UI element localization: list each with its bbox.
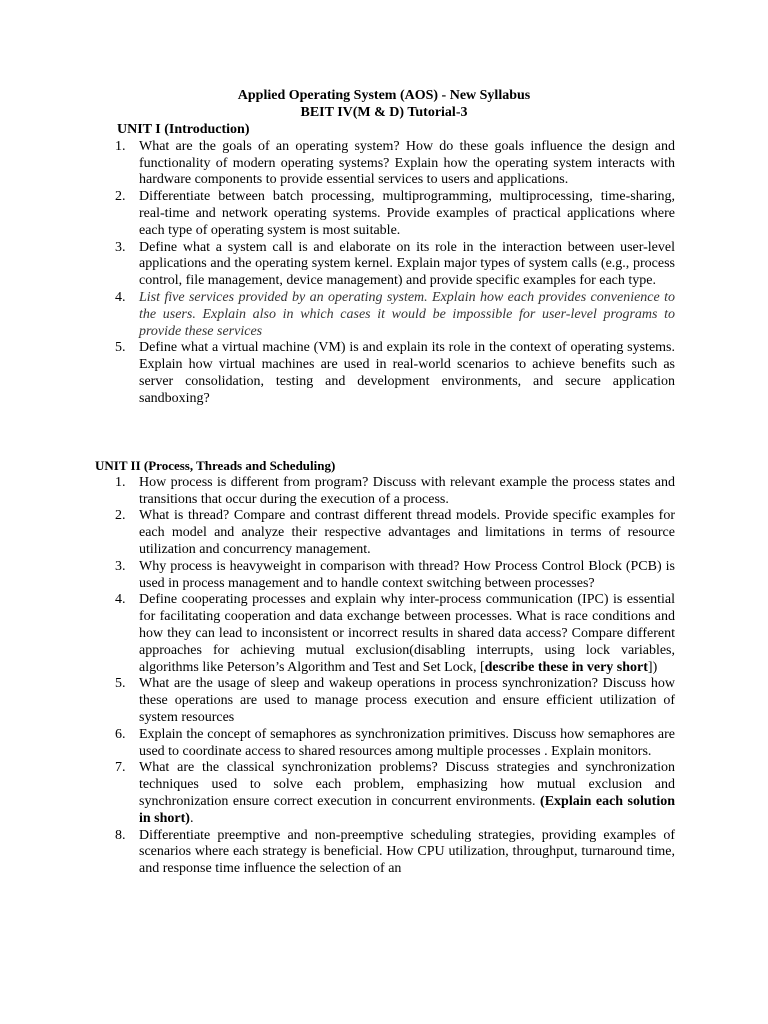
question-text: Differentiate preemptive and non-preemptive scheduling strategies, providing examples of scenarios where each strategy is beneficial. How CPU utilization, throughput, turnaround time, and response time influence the selection of an [139, 827, 675, 877]
question-number: 1. [115, 138, 126, 154]
question-item [95, 559, 675, 593]
question-item [95, 760, 675, 827]
unit-2-questions [95, 475, 675, 878]
question-item [95, 828, 675, 878]
question-number: 4. [115, 289, 126, 305]
question-number: 4. [115, 592, 126, 608]
question-text: How process is different from program? Discuss with relevant example the process states and transitions that occur during the execution of a process. [139, 474, 675, 507]
question-text: Define cooperating processes and explain why inter-process communication (IPC) is essential for facilitating cooperation and data exchange between processes. What is race conditions and how they can lead to inconsistent or incorrect results in shared data access? Compare different approaches for achieving mutual exclusion(disabling interrupts, using lock variables, algorithms like Peterson’s Algorithm and Test and Set Lock, [ [139, 592, 675, 675]
unit-2-title: UNIT II (Process, Threads and Scheduling) [95, 458, 336, 473]
question-text: Explain the concept of semaphores as synchronization primitives. Discuss how semaphores are used to coordinate access to shared resources among multiple processes . Explain monitors. [139, 726, 675, 759]
emphasis-text: describe these in very short [484, 659, 648, 675]
question-text: List five services provided by an operating system. Explain how each provides convenience to the users. Explain also in which cases it would be impossible for user-level programs to provide these services [139, 289, 675, 339]
question-text: Define what a virtual machine (VM) is and explain its role in the context of operating systems. Explain how virtual machines are used in real-world scenarios to achieve benefits such as server consolidation, testing and development environments, and secure application sandboxing? [139, 340, 675, 406]
question-text-end: . [189, 810, 194, 826]
question-text: What are the classical synchronization problems? Discuss strategies and synchronization techniques used to solve each problem, emphasizing how mutual exclusion and synchronization ensure correct execution in concurrent environments. [139, 760, 675, 809]
question-text: What are the usage of sleep and wakeup operations in process synchronization? Discuss how these operations are used to manage process execution and ensure efficient utilization of system resources [139, 676, 675, 725]
tutorial-title: BEIT IV(M & D) Tutorial-3 [300, 105, 468, 120]
question-number: 5. [115, 340, 126, 356]
unit-2-section [95, 458, 675, 878]
emphasis-text: (Explain each solution in short) [139, 793, 676, 826]
question-number: 3. [115, 558, 126, 574]
question-item [95, 592, 675, 676]
question-number: 2. [115, 189, 126, 205]
question-item [95, 676, 675, 726]
question-number: 2. [115, 508, 126, 524]
question-number: 5. [115, 676, 126, 692]
question-text: Differentiate between batch processing, multiprogramming, multiprocessing, time-sharing, real-time and network operating systems. Provide examples of practical applications where each type of operating system is most suitable. [139, 189, 675, 238]
unit-1-section [95, 122, 675, 408]
question-item [95, 139, 675, 189]
question-item [95, 727, 675, 761]
unit-1-title: UNIT I (Introduction) [117, 122, 250, 137]
question-number: 8. [115, 827, 126, 843]
question-text: Define what a system call is and elaborate on its role in the interaction between user-level applications and the operating system kernel. Explain major types of system calls (e.g., process control, file management, device management) and provide specific examples for each type. [139, 239, 675, 289]
question-text: Why process is heavyweight in comparison with thread? How Process Control Block (PCB) is used in process management and to handle context switching between processes? [139, 558, 675, 591]
question-number: 1. [115, 474, 126, 490]
unit-1-questions [95, 139, 675, 408]
question-text: What are the goals of an operating system? How do these goals influence the design and functionality of modern operating systems? Explain how the operating system interacts with hardware components to provide essential services to users and applications. [139, 138, 675, 188]
question-number: 6. [115, 726, 126, 742]
question-item [95, 290, 675, 340]
course-title: Applied Operating System (AOS) - New Syllabus [237, 88, 531, 103]
question-text-end: ]) [647, 659, 658, 675]
question-item [95, 240, 675, 290]
question-item [95, 340, 675, 407]
question-item [95, 508, 675, 558]
question-text: What is thread? Compare and contrast different thread models. Provide specific examples for each model and analyze their respective advantages and limitations in terms of resource utilization and concurrency management. [139, 508, 675, 557]
question-item [95, 475, 675, 509]
document-header [0, 88, 768, 122]
question-number: 3. [115, 239, 126, 255]
question-item [95, 189, 675, 239]
question-number: 7. [115, 760, 126, 776]
